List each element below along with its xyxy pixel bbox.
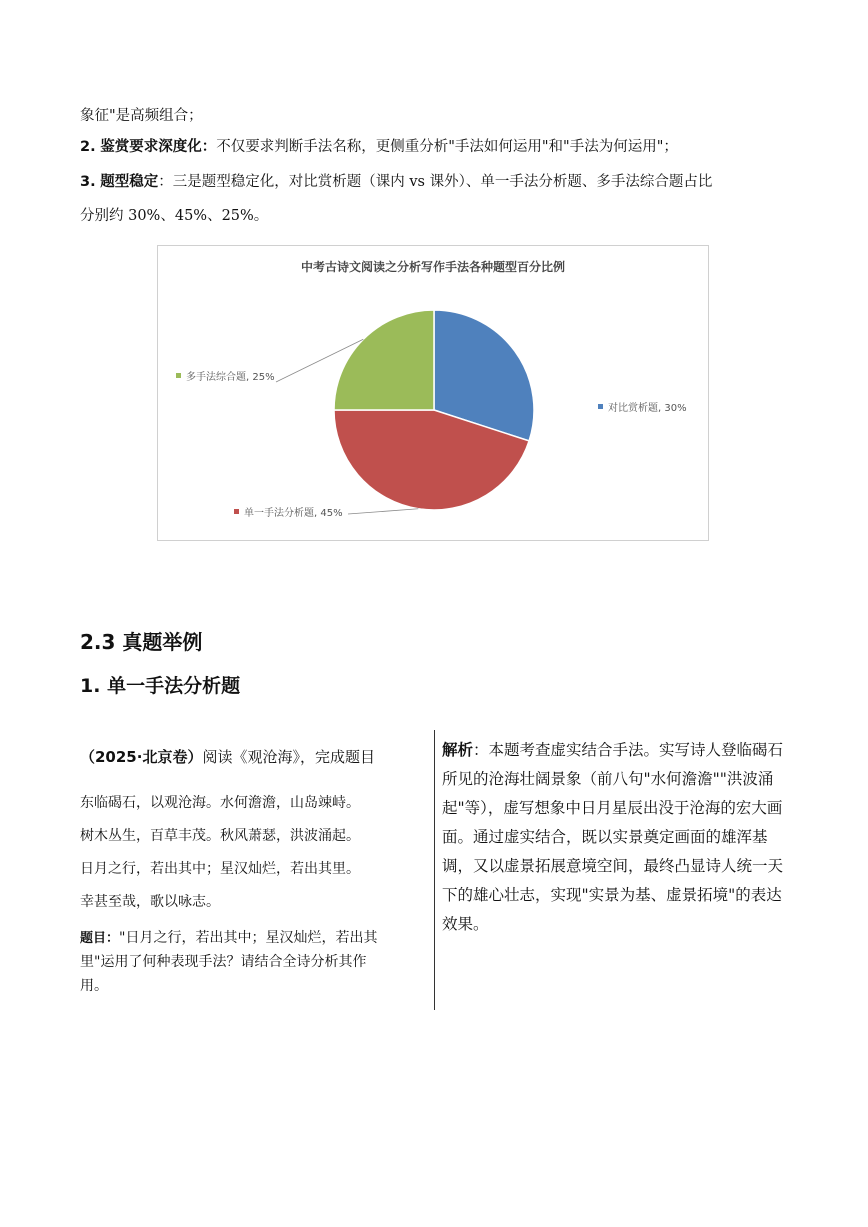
question-prompt-label: 题目： <box>80 931 120 946</box>
analysis-block <box>442 736 794 939</box>
question-prompt-text: "日月之行，若出其中；星汉灿烂，若出其 <box>119 930 378 946</box>
analysis-text: ：本题考查虚实结合手法。实写诗人登临碣石所见的沧海壮阔景象（前八句"水何澹澹""洪波涌起"等），虚写想象中日月星辰出没于沧海的宏大画面。通过虚实结合，既以实景奠定画面的雄浑基调，又以虚景拓展意境空间，最终凸显诗人统一天下的雄心壮志，实现"实景为基、虚景拓境"的表达效果。 <box>442 741 784 933</box>
pie-chart <box>157 245 709 541</box>
poem-line: 日月之行，若出其中；星汉灿烂，若出其里。 <box>80 861 360 877</box>
leader-line-2 <box>348 509 418 514</box>
intro-item-2 <box>80 136 678 158</box>
column-divider <box>434 730 435 1010</box>
chart-title: 中考古诗文阅读之分析写作手法各种题型百分比例 <box>300 260 565 274</box>
section-number: 2.3 <box>80 630 116 654</box>
legend-marker-2 <box>234 509 239 514</box>
poem-line: 树木丛生，百草丰茂。秋风萧瑟，洪波涌起。 <box>80 828 360 844</box>
question-source <box>80 746 375 767</box>
item-bold-title: 鉴赏要求深度化： <box>100 139 217 155</box>
question-prompt-line-2: 里"运用了何种表现手法？请结合全诗分析其作 <box>80 954 367 970</box>
intro-item-3 <box>80 171 712 193</box>
intro-line-0: 象征"是高频组合； <box>80 108 203 124</box>
poem-line: 东临碣石，以观沧海。水何澹澹，山岛竦峙。 <box>80 795 360 811</box>
data-label-1: 对比赏析题, 30% <box>608 403 687 414</box>
section-heading <box>80 626 202 655</box>
intro-item-3-cont: 分别约 30%、45%、25%。 <box>80 208 269 224</box>
legend-marker-3 <box>176 373 181 378</box>
section-title: 真题举例 <box>122 630 203 654</box>
poem-line: 幸甚至哉，歌以咏志。 <box>80 894 220 910</box>
item-number: 2. <box>80 139 96 155</box>
legend-marker-1 <box>598 404 603 409</box>
question-prompt-line-1 <box>80 928 377 949</box>
item-text: 不仅要求判断手法名称，更侧重分析"手法如何运用"和"手法为何运用"； <box>216 139 678 155</box>
subsection-number: 1. <box>80 675 101 697</box>
analysis-label: 解析 <box>442 741 474 759</box>
subsection-title: 单一手法分析题 <box>107 675 241 697</box>
data-label-3: 多手法综合题, 25% <box>186 372 275 383</box>
pie-chart-svg <box>158 246 710 542</box>
pie-slice-3 <box>334 310 434 410</box>
question-source-label: （2025·北京卷） <box>80 748 203 766</box>
data-label-2: 单一手法分析题, 45% <box>244 508 343 519</box>
subsection-heading <box>80 671 240 698</box>
item-bold-title: 题型稳定 <box>100 174 159 190</box>
question-prompt-line-3: 用。 <box>80 978 108 994</box>
item-number: 3. <box>80 174 96 190</box>
item-text: ：三是题型稳定化，对比赏析题（课内 vs 课外）、单一手法分析题、多手法综合题占比 <box>158 174 713 190</box>
question-source-text: 阅读《观沧海》，完成题目 <box>202 748 375 766</box>
